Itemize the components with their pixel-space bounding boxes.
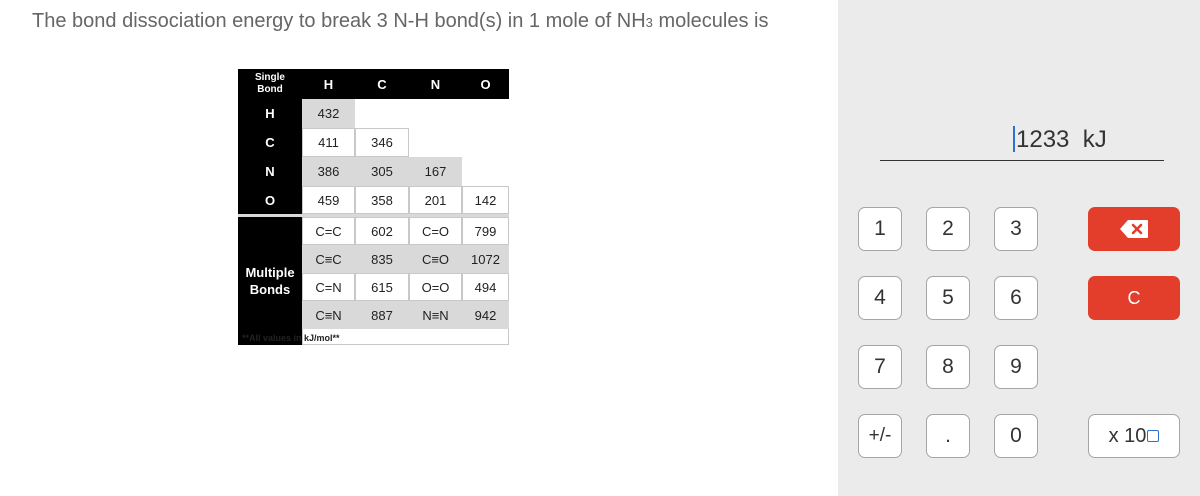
col-header: N xyxy=(409,69,462,99)
units-footnote: **All values in kJ/mol** xyxy=(242,333,340,343)
row-header: H xyxy=(238,99,302,128)
multiple-bonds-header: Multiple Bonds xyxy=(238,217,302,345)
text-cursor xyxy=(1013,126,1015,152)
bond-value: 142 xyxy=(462,186,509,214)
bond-value: 167 xyxy=(409,157,462,186)
sign-toggle-button[interactable]: +/- xyxy=(858,414,902,458)
question-tail: molecules is xyxy=(652,10,769,32)
bond-value: 799 xyxy=(462,217,509,245)
bond-name: C≡O xyxy=(409,245,462,273)
key-0[interactable]: 0 xyxy=(994,414,1038,458)
key-7[interactable]: 7 xyxy=(858,345,902,389)
clear-button[interactable]: C xyxy=(1088,276,1180,320)
row-header: C xyxy=(238,128,302,157)
key-6[interactable]: 6 xyxy=(994,276,1038,320)
key-1[interactable]: 1 xyxy=(858,207,902,251)
bond-name: N≡N xyxy=(409,301,462,329)
key-2[interactable]: 2 xyxy=(926,207,970,251)
key-8[interactable]: 8 xyxy=(926,345,970,389)
backspace-button[interactable] xyxy=(1088,207,1180,251)
display-unit: kJ xyxy=(1082,126,1107,153)
exponent-label: x 10 xyxy=(1108,424,1147,447)
key-3[interactable]: 3 xyxy=(994,207,1038,251)
backspace-icon xyxy=(1119,219,1149,239)
col-header: C xyxy=(355,69,409,99)
bond-value: 432 xyxy=(302,99,355,128)
bond-value: 835 xyxy=(355,245,409,273)
bond-value: 615 xyxy=(355,273,409,301)
col-header: H xyxy=(302,69,355,99)
key-4[interactable]: 4 xyxy=(858,276,902,320)
key-5[interactable]: 5 xyxy=(926,276,970,320)
bond-name: C≡N xyxy=(302,301,355,329)
bond-value: 305 xyxy=(355,157,409,186)
bond-name: C=N xyxy=(302,273,355,301)
bond-energy-table xyxy=(238,69,509,345)
bond-value: 602 xyxy=(355,217,409,245)
bond-name: C≡C xyxy=(302,245,355,273)
bond-value: 386 xyxy=(302,157,355,186)
question-text xyxy=(32,8,792,36)
display-value: 1233 xyxy=(1016,126,1070,153)
key-9[interactable]: 9 xyxy=(994,345,1038,389)
bond-value: 887 xyxy=(355,301,409,329)
bond-value: 942 xyxy=(462,301,509,329)
answer-display[interactable] xyxy=(880,126,1164,161)
bond-value: 1072 xyxy=(462,245,509,273)
row-header: O xyxy=(238,186,302,214)
corner-header: Single Bond xyxy=(238,69,302,99)
calculator-panel xyxy=(838,0,1200,496)
decimal-button[interactable]: . xyxy=(926,414,970,458)
bond-name: C=O xyxy=(409,217,462,245)
exponent-box-icon xyxy=(1147,430,1159,442)
bond-value: 358 xyxy=(355,186,409,214)
bond-name: C=C xyxy=(302,217,355,245)
bond-value: 201 xyxy=(409,186,462,214)
col-header: O xyxy=(462,69,509,99)
bond-value: 459 xyxy=(302,186,355,214)
display-text xyxy=(1013,126,1107,154)
bond-name: O=O xyxy=(409,273,462,301)
row-header: N xyxy=(238,157,302,186)
bond-value: 346 xyxy=(355,128,409,157)
bond-value: 411 xyxy=(302,128,355,157)
bond-value: 494 xyxy=(462,273,509,301)
question-main: The bond dissociation energy to break 3 N-H bond(s) in 1 mole of NH xyxy=(32,10,646,32)
exponent-button[interactable] xyxy=(1088,414,1180,458)
question-subscript: 3 xyxy=(645,15,653,30)
